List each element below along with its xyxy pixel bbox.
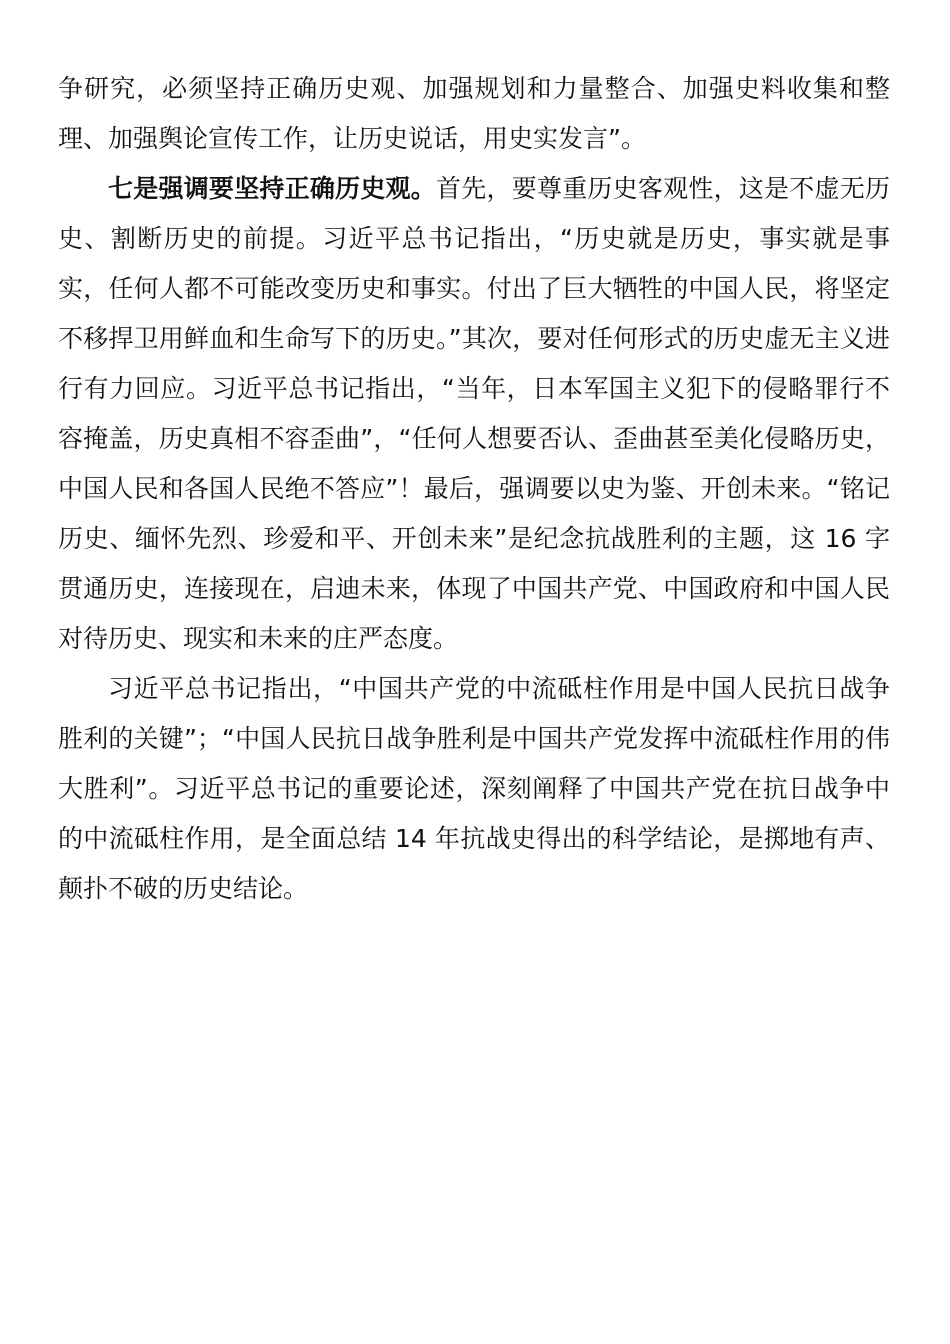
paragraph-historical-view <box>58 164 890 664</box>
paragraph-text: 首先，要尊重历史客观性，这是不虚无历史、割断历史的前提。习近平总书记指出，“历史就是历史，事实就是事实，任何人都不可能改变历史和事实。付出了巨大牺牲的中国人民，将坚定不移捍卫用鲜血和生命写下的历史。”其次，要对任何形式的历史虚无主义进行有力回应。习近平总书记指出，“当年，日本军国主义犯下的侵略罪行不容掩盖，历史真相不容歪曲”，“任何人想要否认、歪曲甚至美化侵略历史，中国人民和各国人民绝不答应”！最后，强调要以史为鉴、开创未来。“铭记历史、缅怀先烈、珍爱和平、开创未来”是纪念抗战胜利的主题，这 16 字贯通历史，连接现在，启迪未来，体现了中国共产党、中国政府和中国人民对待历史、现实和未来的庄严态度。 <box>58 174 890 653</box>
paragraph-bold-heading: 七是强调要坚持正确历史观。 <box>108 174 437 203</box>
paragraph-text: 习近平总书记指出，“中国共产党的中流砥柱作用是中国人民抗日战争胜利的关键”；“中国人民抗日战争胜利是中国共产党发挥中流砥柱作用的伟大胜利”。习近平总书记的重要论述，深刻阐释了中国共产党在抗日战争中的中流砥柱作用，是全面总结 14 年抗战史得出的科学结论，是掷地有声、颠扑不破的历史结论。 <box>58 674 890 903</box>
paragraph-text: 争研究，必须坚持正确历史观、加强规划和力量整合、加强史料收集和整理、加强舆论宣传工作，让历史说话，用史实发言”。 <box>58 74 890 153</box>
document-body <box>58 64 890 914</box>
paragraph-continuation <box>58 64 890 164</box>
paragraph-mainstay-role <box>58 664 890 914</box>
